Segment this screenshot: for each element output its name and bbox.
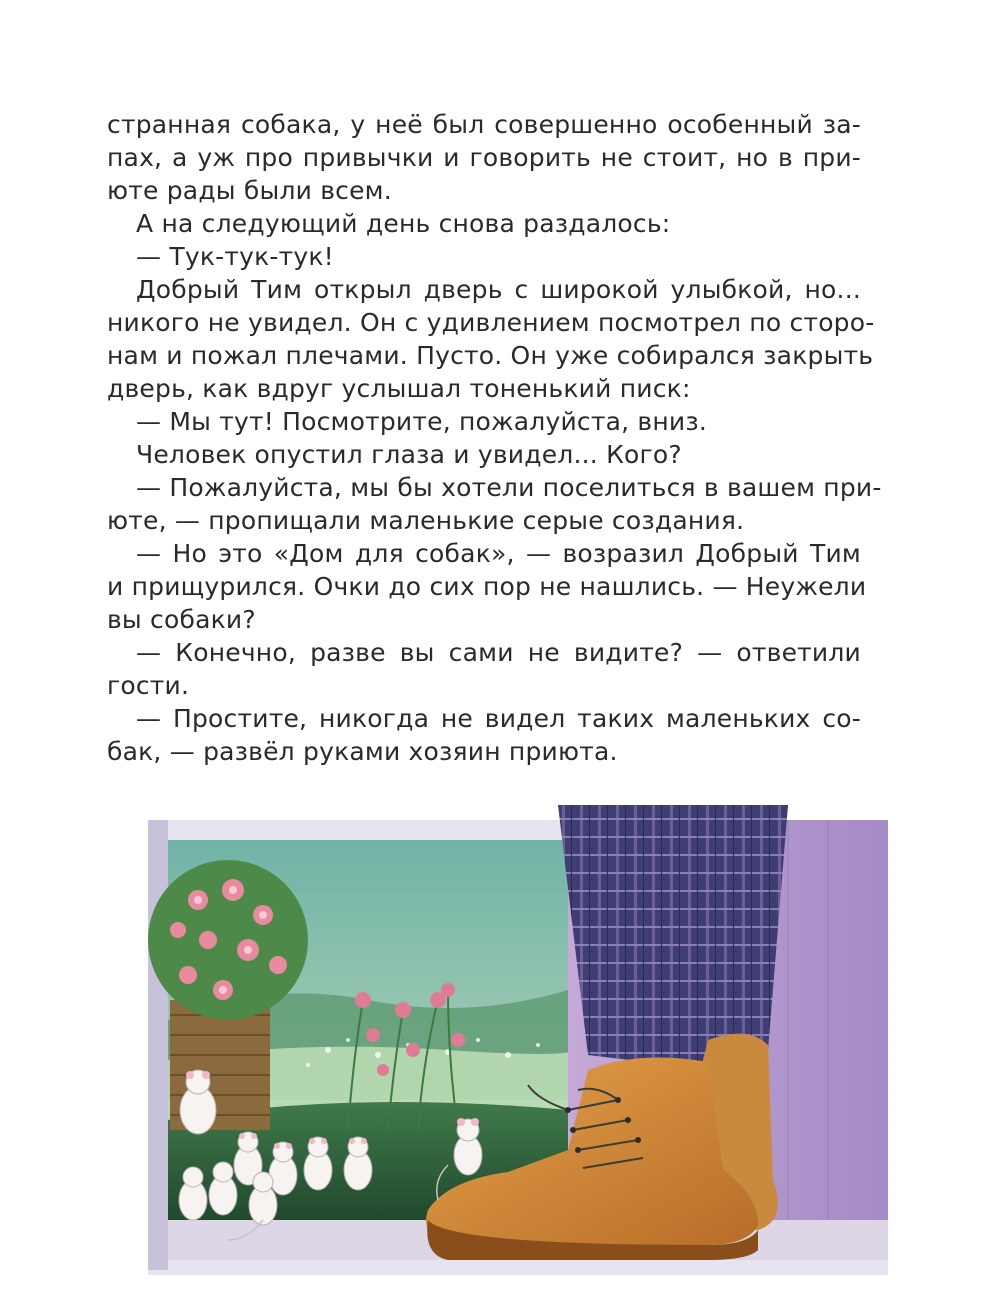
text-line: и прищурился. Очки до сих пор не нашлись. — Неужели bbox=[107, 572, 867, 601]
text-line: — Конечно, разве вы сами не видите? — ответили bbox=[136, 638, 861, 667]
text-line: гости. bbox=[107, 671, 190, 700]
text-line: — Пожалуйста, мы бы хотели поселиться в вашем при- bbox=[136, 473, 882, 502]
text-line: юте, — пропищали маленькие серые создания. bbox=[107, 506, 745, 535]
text-line: Человек опустил глаза и увидел... Кого? bbox=[136, 440, 682, 469]
text-line: дверь, как вдруг услышал тоненький писк: bbox=[107, 374, 691, 403]
text-line: вы собаки? bbox=[107, 605, 256, 634]
text-line: А на следующий день снова раздалось: bbox=[136, 209, 671, 238]
text-line: странная собака, у неё был совершенно особенный за- bbox=[107, 110, 861, 139]
text-line: пах, а уж про привычки и говорить не стоит, но в при- bbox=[107, 143, 861, 172]
text-line: — Но это «Дом для собак», — возразил Добрый Тим bbox=[136, 539, 861, 568]
text-line: — Простите, никогда не видел таких маленьких со- bbox=[136, 704, 861, 733]
illustration-mice-and-boot bbox=[148, 800, 888, 1280]
text-line: бак, — развёл руками хозяин приюта. bbox=[107, 737, 618, 766]
text-line: юте рады были всем. bbox=[107, 176, 392, 205]
text-line: — Мы тут! Посмотрите, пожалуйста, вниз. bbox=[136, 407, 707, 436]
illustration-drawing bbox=[148, 800, 888, 1280]
text-line: никого не увидел. Он с удивлением посмотрел по сторо- bbox=[107, 308, 875, 337]
story-text bbox=[107, 108, 882, 768]
text-line: — Тук-тук-тук! bbox=[136, 242, 334, 271]
text-line: нам и пожал плечами. Пусто. Он уже собирался закрыть bbox=[107, 341, 874, 370]
text-line: Добрый Тим открыл дверь с широкой улыбкой, но... bbox=[136, 275, 861, 304]
